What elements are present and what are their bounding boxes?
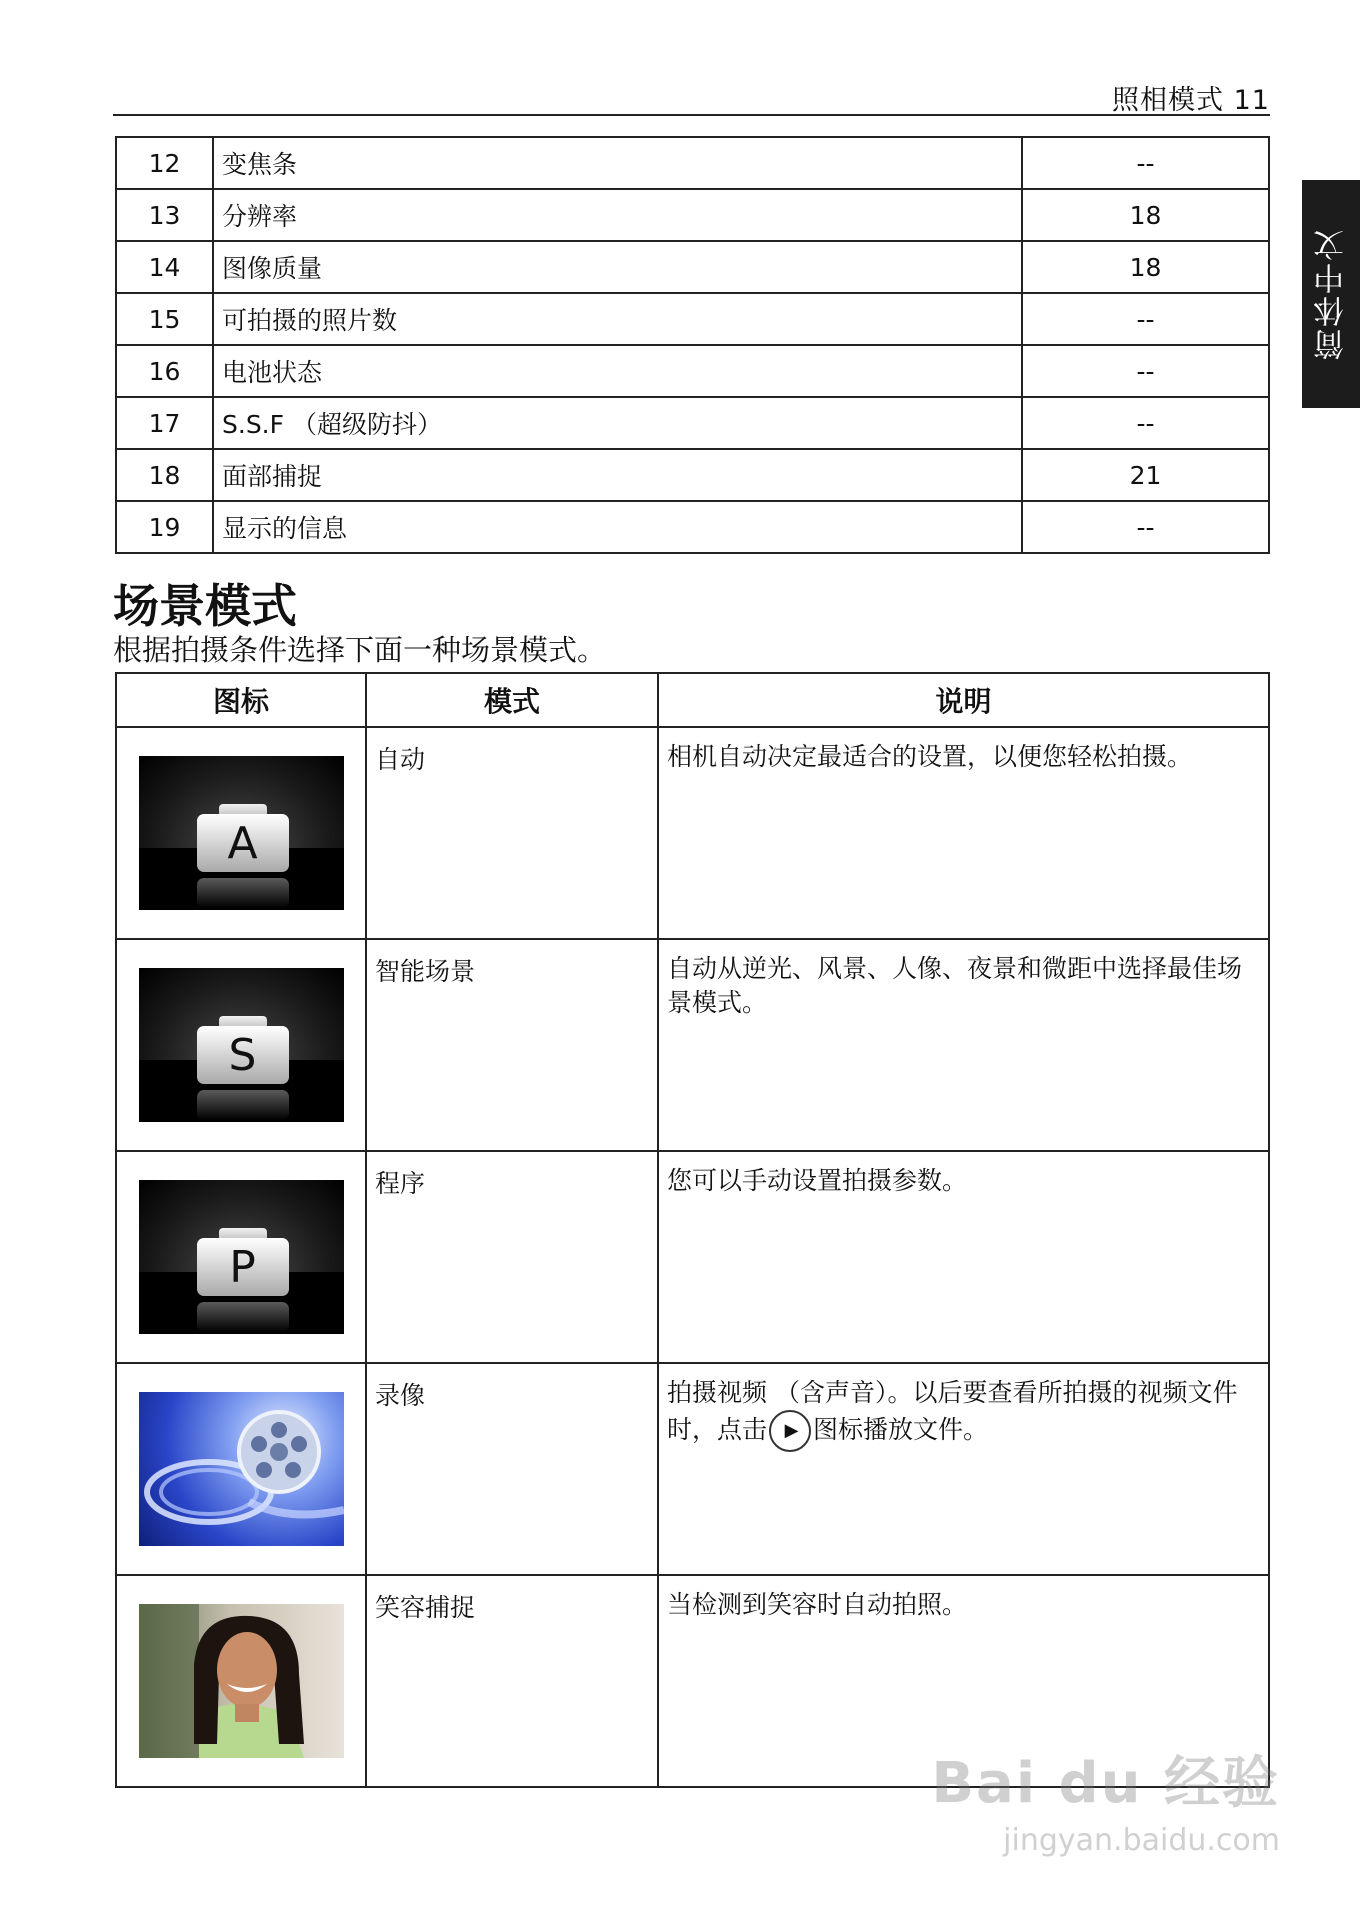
mode-name: 笑容捕捉 [366, 1575, 658, 1787]
row-page: -- [1022, 501, 1269, 553]
baidu-watermark [931, 1739, 1280, 1858]
section-title: 场景模式 [113, 579, 297, 633]
row-number: 16 [116, 345, 213, 397]
movie-desc-part2: 图标播放文件。 [813, 1415, 989, 1444]
row-name: 可拍摄的照片数 [213, 293, 1022, 345]
table-row [116, 501, 1269, 553]
table-row [116, 1363, 1269, 1575]
scene-mode-table [115, 672, 1270, 1788]
mode-name: 程序 [366, 1151, 658, 1363]
row-number: 19 [116, 501, 213, 553]
header-title: 照相模式 11 [1112, 85, 1270, 116]
table-row [116, 137, 1269, 189]
table-row [116, 189, 1269, 241]
row-number: 17 [116, 397, 213, 449]
program-mode-letter: P [197, 1238, 289, 1296]
row-name: 面部捕捉 [213, 449, 1022, 501]
table-row [116, 449, 1269, 501]
table-row [116, 939, 1269, 1151]
mode-description: 自动从逆光、风景、人像、夜景和微距中选择最佳场景模式。 [658, 939, 1269, 1151]
row-page: -- [1022, 137, 1269, 189]
row-page: 21 [1022, 449, 1269, 501]
row-page: -- [1022, 293, 1269, 345]
mode-name: 自动 [366, 727, 658, 939]
smart-scene-icon [139, 968, 344, 1122]
header-desc: 说明 [658, 673, 1269, 727]
program-mode-icon [139, 1180, 344, 1334]
row-name: S.S.F （超级防抖） [213, 397, 1022, 449]
row-number: 15 [116, 293, 213, 345]
row-number: 13 [116, 189, 213, 241]
row-name: 电池状态 [213, 345, 1022, 397]
header-mode: 模式 [366, 673, 658, 727]
table-row [116, 293, 1269, 345]
mode-description: 相机自动决定最适合的设置，以便您轻松拍摄。 [658, 727, 1269, 939]
mode-description [658, 1363, 1269, 1575]
row-page: 18 [1022, 189, 1269, 241]
row-number: 14 [116, 241, 213, 293]
row-page: 18 [1022, 241, 1269, 293]
table-row [116, 397, 1269, 449]
row-number: 18 [116, 449, 213, 501]
screen-info-table [115, 136, 1270, 554]
film-reel-icon [139, 1392, 344, 1546]
mode-description: 您可以手动设置拍摄参数。 [658, 1151, 1269, 1363]
language-tab-label: 简体中文 [1313, 228, 1350, 360]
row-name: 显示的信息 [213, 501, 1022, 553]
header-icon: 图标 [116, 673, 366, 727]
row-name: 图像质量 [213, 241, 1022, 293]
table-header-row [116, 673, 1269, 727]
auto-mode-icon [139, 756, 344, 910]
row-page: -- [1022, 397, 1269, 449]
smile-capture-icon [139, 1604, 344, 1758]
mode-description: 当检测到笑容时自动拍照。 [658, 1575, 1269, 1787]
page-header [113, 70, 1270, 116]
table-row [116, 1151, 1269, 1363]
section-subtitle: 根据拍摄条件选择下面一种场景模式。 [113, 633, 607, 667]
mode-name: 智能场景 [366, 939, 658, 1151]
table-row [116, 727, 1269, 939]
watermark-logo: Bai du 经验 [931, 1751, 1280, 1816]
mode-name: 录像 [366, 1363, 658, 1575]
row-page: -- [1022, 345, 1269, 397]
language-tab [1302, 180, 1360, 408]
table-row [116, 241, 1269, 293]
row-name: 变焦条 [213, 137, 1022, 189]
row-number: 12 [116, 137, 213, 189]
watermark-url: jingyan.baidu.com [1003, 1823, 1280, 1858]
auto-mode-letter: A [197, 814, 289, 872]
movie-desc-part1: 拍摄视频 （含声音）。以后要查看所拍摄的视频文件时，点击 [667, 1378, 1238, 1444]
row-name: 分辨率 [213, 189, 1022, 241]
smart-scene-letter: S [197, 1026, 289, 1084]
play-icon: ▶ [769, 1410, 811, 1452]
table-row [116, 345, 1269, 397]
